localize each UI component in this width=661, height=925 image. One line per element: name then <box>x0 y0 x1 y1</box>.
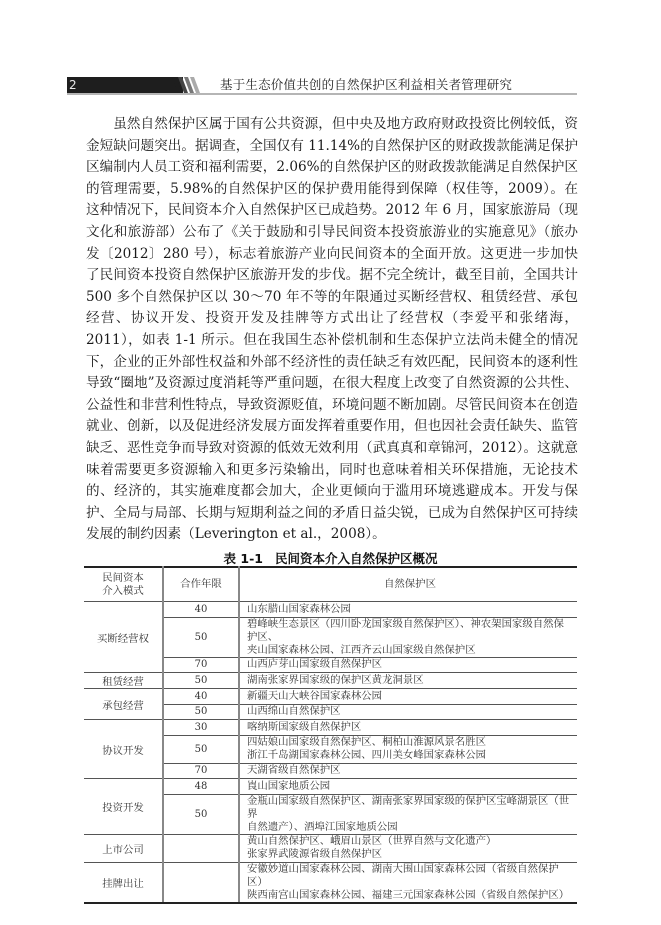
table-row <box>84 862 577 903</box>
cell-areas <box>239 735 577 763</box>
table-number: 表 1-1 <box>223 551 263 566</box>
cell-years <box>163 862 239 903</box>
area-line: 天湖省级自然保护区 <box>247 764 341 777</box>
area-line: 张家界武陵源省级自然保护区 <box>247 848 383 860</box>
table-row <box>84 834 577 862</box>
header-mode <box>84 567 163 602</box>
table-title: 民间资本介入自然保护区概况 <box>274 551 438 566</box>
area-line: 喀纳斯国家级自然保护区 <box>247 720 362 733</box>
cell-years: 48 <box>163 779 239 795</box>
cell-mode: 买断经营权 <box>84 602 163 673</box>
cell-years: 40 <box>163 689 239 705</box>
cell-years: 50 <box>163 673 239 689</box>
table-row <box>84 602 577 618</box>
cell-mode: 挂牌出让 <box>84 862 163 903</box>
cell-areas <box>239 763 577 779</box>
decorative-stripes-icon <box>172 77 212 93</box>
header-mode-line: 民间资本 <box>102 571 144 584</box>
area-line: 山西绵山自然保护区 <box>247 705 341 718</box>
body-text <box>86 114 578 546</box>
page-number: 2 <box>69 78 77 92</box>
cell-years: 50 <box>163 794 239 834</box>
cell-areas <box>239 673 577 689</box>
area-line: 山东腊山国家森林公园 <box>247 602 351 615</box>
table-caption <box>84 549 577 567</box>
cell-areas <box>239 602 577 618</box>
cell-areas <box>239 862 577 903</box>
area-line: 黄山自然保护区、峨眉山景区（世界自然与文化遗产） <box>247 835 497 847</box>
cell-years: 50 <box>163 735 239 763</box>
cell-mode: 协议开发 <box>84 720 163 779</box>
cell-years <box>163 834 239 862</box>
cell-areas <box>239 704 577 720</box>
area-line: 山西庐芽山国家级自然保护区 <box>247 658 383 671</box>
cell-years: 30 <box>163 720 239 736</box>
area-line: 浙江千岛湖国家森林公园、四川美女峰国家森林公园 <box>247 749 486 761</box>
book-title: 基于生态价值共创的自然保护区利益相关者管理研究 <box>220 77 513 92</box>
cell-areas <box>239 794 577 834</box>
table-header-row <box>84 567 577 602</box>
cell-areas <box>239 834 577 862</box>
cell-years: 50 <box>163 704 239 720</box>
header-years: 合作年限 <box>163 567 239 602</box>
area-line: 湖南张家界国家级的保护区黄龙洞景区 <box>247 674 424 686</box>
cell-mode: 上市公司 <box>84 834 163 862</box>
area-line: 四姑娘山国家级自然保护区、桐柏山淮源风景名胜区 <box>247 736 486 748</box>
cell-years: 70 <box>163 657 239 673</box>
running-head <box>67 76 577 94</box>
area-line: 金瓶山国家级自然保护区、湖南张家界国家级的保护区宝峰湖景区（世界 <box>247 794 570 820</box>
paragraph: 虽然自然保护区属于国有公共资源，但中央及地方政府财政投资比例较低，资金短缺问题突出。据调查，全国仅有 11.14%的自然保护区的财政拨款能满足保护区编制内人员工资和福利需要，2.06%的自然保护区的财政拨款能满足自然保护区的管理需要，5.98%的自然保护区的保护费用能得到保障（权佳等，2009）。在这种情况下，民间资本介入自然保护区已成趋势。2012 年 6 月，国家旅游局（现文化和旅游部）公布了《关于鼓励和引导民间资本投资旅游业的实施意见》（旅办发〔2012〕280 号），标志着旅游产业向民间资本的全面开放。这更进一步加快了民间资本投资自然保护区旅游开发的步伐。据不完全统计，截至目前，全国共计 500 多个自然保护区以 30～70 年不等的年限通过买断经营权、租赁经营、承包经营、协议开发、投资开发及挂牌等方式出让了经营权（李爱平和张绪海，2011），如表 1-1 所示。但在我国生态补偿机制和生态保护立法尚未健全的情况下，企业的正外部性权益和外部不经济性的责任缺乏有效匹配，民间资本的逐利性导致“圈地”及资源过度消耗等严重问题，在很大程度上改变了自然资源的公共性、公益性和非营利性特点，导致资源贬值，环境问题不断加剧。尽管民间资本在创造就业、创新，以及促进经济发展方面发挥着重要作用，但也因社会责任缺失、监管缺乏、恶性竞争而导致对资源的低效无效利用（武真真和章锦河，2012）。这就意味着需要更多资源输入和更多污染输出，同时也意味着相关环保措施，无论技术的、经济的，其实施难度都会加大，企业更倾向于滥用环境逃避成本。开发与保护、全局与局部、长期与短期利益之间的矛盾日益尖锐，已成为自然保护区可持续发展的制约因素（Leverington et al.，2008）。 <box>86 116 578 543</box>
table-row <box>84 720 577 736</box>
header-areas: 自然保护区 <box>239 567 577 602</box>
area-line: 陕西南宫山国家森林公园、福建三元国家森林公园（省级自然保护区） <box>247 888 570 901</box>
area-line: 安徽妙道山国家森林公园、湖南大围山国家森林公园（省级自然保护区） <box>247 862 559 888</box>
cell-areas <box>239 689 577 705</box>
cell-years: 50 <box>163 617 239 657</box>
table-row <box>84 779 577 795</box>
area-line: 崀山国家地质公园 <box>247 779 331 792</box>
page-number-band <box>67 77 183 93</box>
cell-mode: 租赁经营 <box>84 673 163 689</box>
cell-areas <box>239 720 577 736</box>
cell-areas <box>239 617 577 657</box>
table-row <box>84 673 577 689</box>
area-line: 夹山国家森林公园、江西齐云山国家级自然保护区 <box>247 643 476 656</box>
cell-mode: 承包经营 <box>84 689 163 720</box>
header-mode-line: 介入模式 <box>102 584 144 597</box>
cell-years: 70 <box>163 763 239 779</box>
data-table <box>84 566 577 904</box>
cell-mode: 投资开发 <box>84 779 163 835</box>
cell-areas <box>239 657 577 673</box>
area-line: 碧峰峡生态景区（四川卧龙国家级自然保护区）、神农架国家级自然保护区、 <box>247 617 564 643</box>
header-rule <box>67 93 577 95</box>
area-line: 自然遗产）、酒埠江国家地质公园 <box>247 820 398 833</box>
cell-years: 40 <box>163 602 239 618</box>
area-line: 新疆天山大峡谷国家森林公园 <box>247 689 383 702</box>
table-row <box>84 689 577 705</box>
cell-areas <box>239 779 577 795</box>
